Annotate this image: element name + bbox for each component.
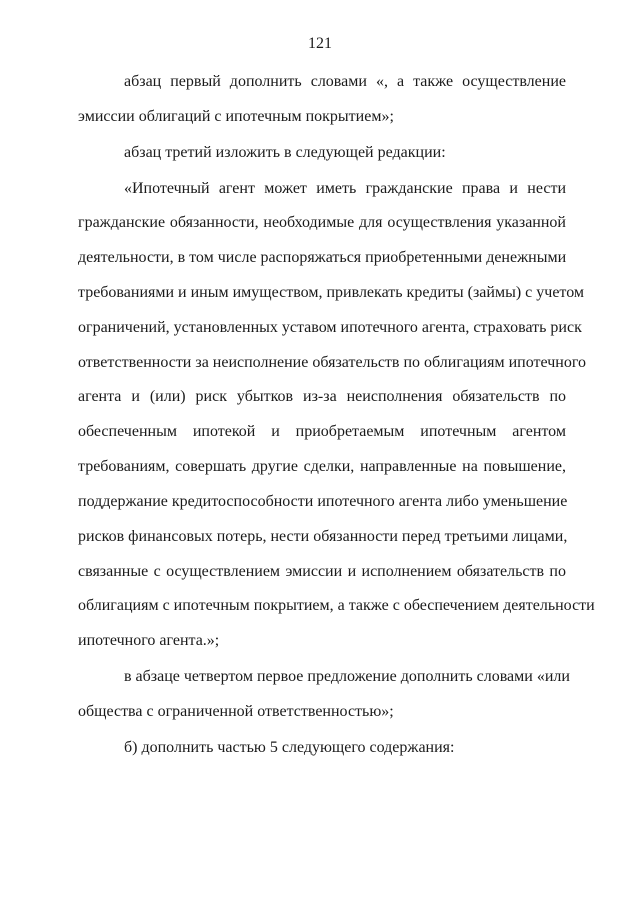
text-line: в абзаце четвертом первое предложение дополнить словами «или — [124, 668, 570, 685]
text-line: эмиссии облигаций с ипотечным покрытием»; — [78, 108, 394, 125]
text-line: требованиям, совершать другие сделки, направленные на повышение, — [78, 458, 566, 475]
text-line: поддержание кредитоспособности ипотечного агента либо уменьшение — [78, 493, 568, 510]
text-line: б) дополнить частью 5 следующего содержания: — [124, 739, 455, 756]
text-line: деятельности, в том числе распоряжаться приобретенными денежными — [78, 249, 567, 266]
text-line: общества с ограниченной ответственностью»; — [78, 703, 394, 720]
text-line: рисков финансовых потерь, нести обязанности перед третьими лицами, — [78, 528, 568, 545]
text-line: связанные с осуществлением эмиссии и исполнением обязательств по — [78, 563, 566, 580]
page-number: 121 — [308, 35, 332, 52]
text-line: обеспеченным ипотекой и приобретаемым ипотечным агентом — [78, 423, 566, 440]
text-line: агента и (или) риск убытков из-за неисполнения обязательств по — [78, 388, 566, 405]
text-line: ответственности за неисполнение обязательств по облигациям ипотечного — [78, 354, 586, 371]
text-line: ипотечного агента.»; — [78, 632, 220, 649]
text-line: «Ипотечный агент может иметь гражданские права и нести — [124, 180, 566, 197]
text-line: требованиями и иным имуществом, привлекать кредиты (займы) с учетом — [78, 284, 585, 301]
text-line: абзац первый дополнить словами «, а также осуществление — [124, 73, 566, 90]
text-line: абзац третий изложить в следующей редакции: — [124, 144, 446, 161]
text-line: ограничений, установленных уставом ипотечного агента, страховать риск — [78, 319, 582, 336]
text-line: гражданские обязанности, необходимые для осуществления указанной — [78, 214, 566, 231]
text-line: облигациям с ипотечным покрытием, а также с обеспечением деятельности — [78, 597, 595, 614]
